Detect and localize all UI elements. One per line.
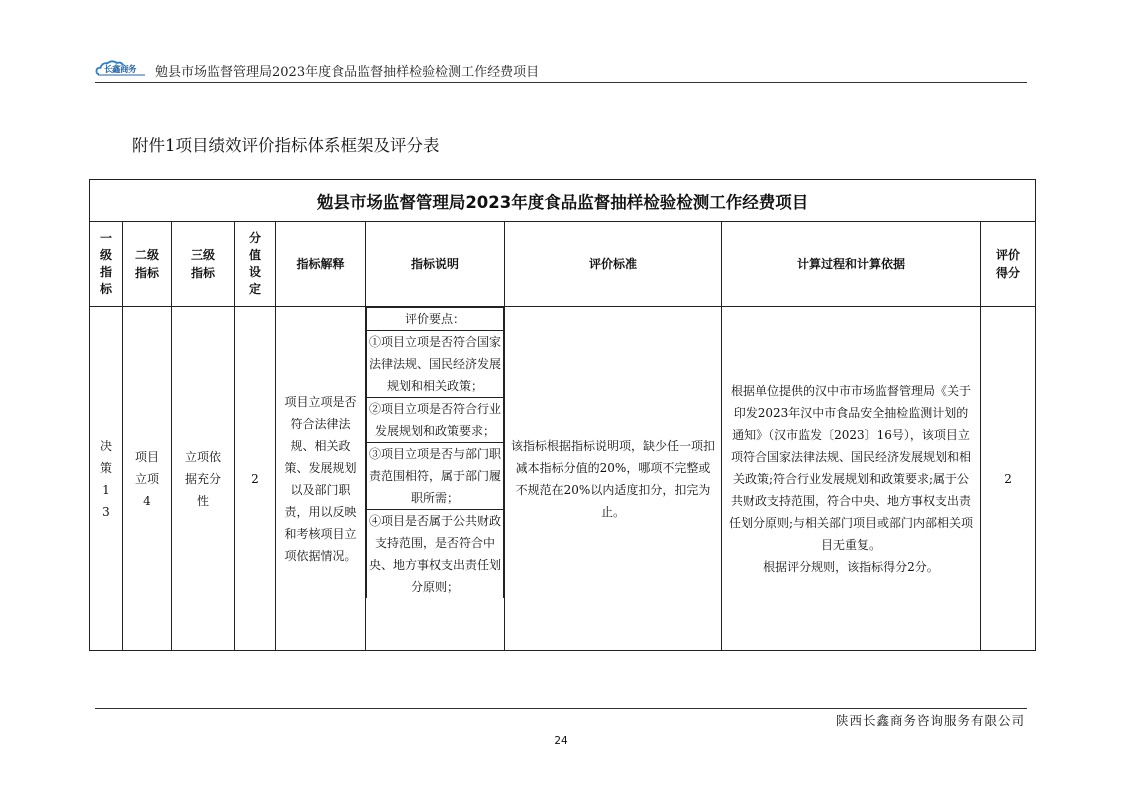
page-number: 24 [554,735,568,747]
evaluation-table [89,179,1036,651]
cell-level1: 决策13 [90,307,123,651]
header-level2: 二级指标 [123,222,172,307]
table-title: 勉县市场监督管理局2023年度食品监督抽样检验检测工作经费项目 [90,180,1036,222]
cell-score: 2 [235,307,276,651]
header-evaluation: 评价得分 [981,222,1036,307]
header-explanation: 指标解释 [276,222,366,307]
cell-level2: 项目立项4 [123,307,172,651]
cell-level3: 立项依据充分性 [172,307,235,651]
header-criteria: 评价标准 [505,222,722,307]
description-item: 评价要点： [367,308,504,331]
cell-evaluation: 2 [981,307,1036,651]
description-item: ④项目是否属于公共财政支持范围，是否符合中央、地方事权支出责任划分原则； [367,510,504,599]
header-level3: 三级指标 [172,222,235,307]
attachment-title: 附件1项目绩效评价指标体系框架及评分表 [132,136,440,155]
cell-calculation [722,307,981,651]
cell-explanation: 项目立项是否符合法律法规、相关政策、发展规划以及部门职责，用以反映和考核项目立项依据情况。 [276,307,366,651]
page-header [95,56,1027,83]
description-item: ③项目立项是否与部门职责范围相符，属于部门履职所需； [367,443,504,510]
footer-company: 陕西长鑫商务咨询服务有限公司 [835,713,1025,728]
header-description: 指标说明 [366,222,505,307]
calculation-result: 根据评分规则，该指标得分2分。 [763,559,939,574]
logo-text: 长鑫商务 [104,65,137,75]
header-title: 勉县市场监督管理局2023年度食品监督抽样检验检测工作经费项目 [155,65,540,80]
header-score: 分值设定 [235,222,276,307]
company-logo [95,58,147,78]
cell-description [366,307,505,651]
description-item: ①项目立项是否符合国家法律法规、国民经济发展规划和相关政策； [367,331,504,398]
footer-divider [95,708,1027,709]
description-item: ②项目立项是否符合行业发展规划和政策要求； [367,398,504,443]
header-level1: 一级指标 [90,222,123,307]
calculation-basis: 根据单位提供的汉中市市场监督管理局《关于印发2023年汉中市食品安全抽检监测计划的通知》（汉市监发〔2023〕16号），该项目立项符合国家法律法规、国民经济发展规划和相关政策;符合行业发展规划和政策要求;属于公共财政支持范围，符合中央、地方事权支出责任划分原则;与相关部门项目或部门内部相关项目无重复。 [728,383,974,552]
cell-criteria: 该指标根据指标说明项，缺少任一项扣减本指标分值的20%，哪项不完整或不规范在20%以内适度扣分，扣完为止。 [505,307,722,651]
header-calculation: 计算过程和计算依据 [722,222,981,307]
